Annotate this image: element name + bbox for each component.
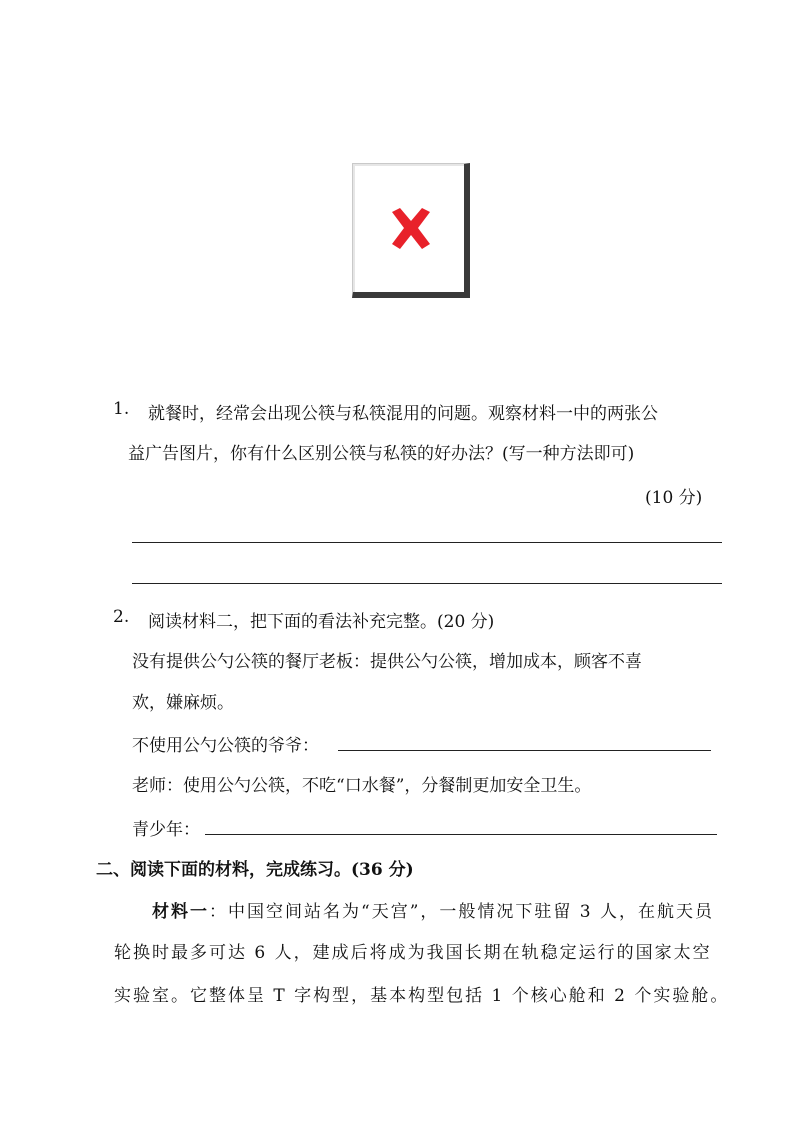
q2-title: 阅读材料二，把下面的看法补充完整。(20 分) [148,612,495,632]
q1-answer-line-1[interactable] [132,542,722,543]
q2-grandpa-label: 不使用公勺公筷的爷爷： [132,736,319,756]
q1-score: (10 分) [645,488,703,508]
broken-image-icon [386,204,436,254]
q1-text-line1: 就餐时，经常会出现公筷与私筷混用的问题。观察材料一中的两张公 [148,404,658,424]
q2-youth-label: 青少年： [132,820,200,840]
q1-answer-line-2[interactable] [132,583,722,584]
q2-youth-answer-line[interactable] [205,834,717,835]
material1-line1 [152,897,714,922]
q1-number: 1. [113,399,130,419]
q2-owner-line1: 没有提供公勺公筷的餐厅老板：提供公勺公筷，增加成本，顾客不喜 [132,652,642,672]
material1-line3: 实验室。它整体呈 T 字构型，基本构型包括 1 个核心舱和 2 个实验舱。 [114,986,730,1006]
material1-text1: ：中国空间站名为“天宫”，一般情况下驻留 3 人，在航天员 [209,902,715,922]
section2-heading: 二、阅读下面的材料，完成练习。(36 分) [96,860,414,880]
material1-label: 材料一 [152,902,209,922]
broken-image-placeholder [352,163,470,298]
q2-grandpa-answer-line[interactable] [338,750,711,751]
material1-line2: 轮换时最多可达 6 人，建成后将成为我国长期在轨稳定运行的国家太空 [114,943,712,963]
q2-teacher: 老师：使用公勺公筷，不吃“口水餐”，分餐制更加安全卫生。 [132,776,592,796]
q1-text-line2: 益广告图片，你有什么区别公筷与私筷的好办法？(写一种方法即可) [128,444,635,464]
q2-number: 2. [113,607,130,627]
q2-owner-line2: 欢，嫌麻烦。 [132,693,234,713]
